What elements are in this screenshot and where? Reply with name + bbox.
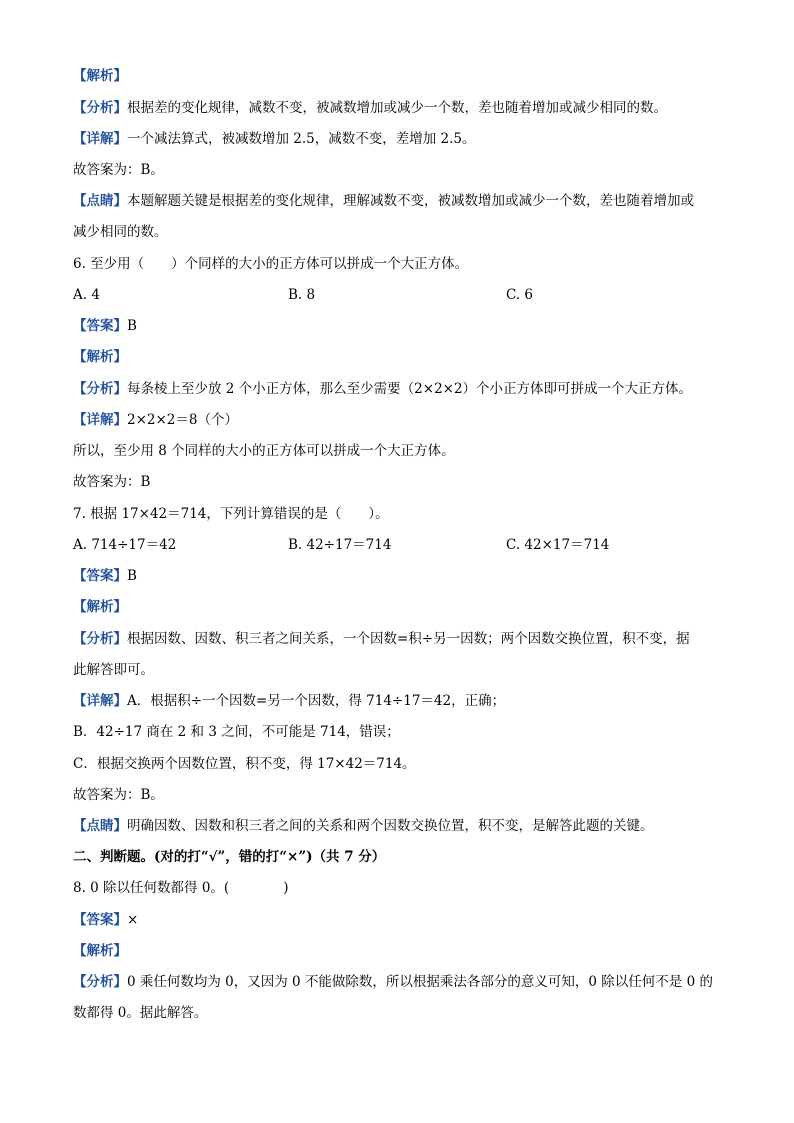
xiangjie-tag: 【详解】 [73, 131, 127, 147]
q7-fenxi-line-2: 此解答即可。 [73, 662, 154, 678]
q5-dianjing-line-2: 减少相同的数。 [73, 224, 168, 240]
analysis-tag: 【解析】 [73, 943, 127, 959]
q7-dianjing-line [73, 816, 654, 836]
q7-xiangjie-line [73, 691, 505, 711]
q7-option-c: C. 42×17＝714 [506, 537, 610, 553]
q6-analysis-heading [73, 347, 127, 367]
q6-option-a: A. 4 [73, 287, 100, 303]
q6-xiangjie-text: 2×2×2＝8（个） [127, 412, 238, 428]
analysis-tag: 【解析】 [73, 599, 127, 615]
q6-answer [73, 316, 137, 336]
q8-fenxi-line-2: 数都得 0。据此解答。 [73, 1005, 208, 1021]
answer-tag: 【答案】 [73, 318, 127, 334]
q7-answer-line: 故答案为：B。 [73, 787, 164, 803]
q6-fenxi-line [73, 379, 692, 399]
q7-fenxi-text: 根据因数、因数、积三者之间关系，一个因数=积÷另一因数；两个因数交换位置，积不变，据 [127, 631, 690, 647]
section-heading: 二、判断题。(对的打“√”，错的打“×”)（共 7 分） [73, 849, 386, 865]
q7-fenxi-line [73, 629, 690, 649]
q6-answer-value: B [127, 318, 137, 334]
q5-answer-line: 故答案为：B。 [73, 162, 164, 178]
q6-option-c: C. 6 [506, 287, 534, 303]
q5-dianjing-text: 本题解题关键是根据差的变化规律，理解减数不变，被减数增加或减少一个数，差也随着增加或 [127, 193, 694, 209]
answer-tag: 【答案】 [73, 912, 127, 928]
q7-line-b: B．42÷17 商在 2 和 3 之间，不可能是 714，错误； [73, 724, 400, 740]
q8-fenxi-line [73, 972, 713, 992]
dianjing-tag: 【点睛】 [73, 818, 127, 834]
q6-stem: 6. 至少用（ ）个同样的大小的正方体可以拼成一个大正方体。 [73, 256, 469, 272]
q7-xiangjie-text: A．根据积÷一个因数=另一个因数，得 714÷17＝42，正确； [127, 693, 506, 709]
q5-dianjing-line [73, 191, 694, 211]
q8-answer [73, 910, 138, 930]
q5-xiangjie-text: 一个减法算式，被减数增加 2.5，减数不变，差增加 2.5。 [127, 131, 476, 147]
fenxi-tag: 【分析】 [73, 381, 127, 397]
q7-answer [73, 566, 137, 586]
xiangjie-tag: 【详解】 [73, 412, 127, 428]
q8-answer-value: × [127, 912, 139, 928]
q6-fenxi-text: 每条棱上至少放 2 个小正方体，那么至少需要（2×2×2）个小正方体即可拼成一个大正方体。 [127, 381, 693, 397]
q6-option-b: B. 8 [288, 287, 316, 303]
xiangjie-tag: 【详解】 [73, 693, 127, 709]
q6-xiangjie-line [73, 410, 238, 430]
analysis-tag: 【解析】 [73, 68, 127, 84]
fenxi-tag: 【分析】 [73, 100, 127, 116]
q6-answer-line: 故答案为：B [73, 474, 151, 490]
q6-so-line: 所以，至少用 8 个同样的大小的正方体可以拼成一个大正方体。 [73, 443, 455, 459]
q7-option-b: B. 42÷17＝714 [288, 537, 392, 553]
analysis-tag: 【解析】 [73, 349, 127, 365]
q5-fenxi-line [73, 98, 667, 118]
dianjing-tag: 【点睛】 [73, 193, 127, 209]
q5-xiangjie-line [73, 129, 476, 149]
q7-option-a: A. 714÷17＝42 [73, 537, 177, 553]
q7-analysis-heading [73, 597, 127, 617]
fenxi-tag: 【分析】 [73, 631, 127, 647]
q7-answer-value: B [127, 568, 137, 584]
answer-tag: 【答案】 [73, 568, 127, 584]
analysis-heading [73, 66, 127, 86]
q5-fenxi-text: 根据差的变化规律，减数不变，被减数增加或减少一个数，差也随着增加或减少相同的数。 [127, 100, 667, 116]
q7-stem: 7. 根据 17×42＝714，下列计算错误的是（ ）。 [73, 506, 389, 522]
q8-analysis-heading [73, 941, 127, 961]
fenxi-tag: 【分析】 [73, 974, 127, 990]
q7-line-c: C．根据交换两个因数位置，积不变，得 17×42＝714。 [73, 756, 416, 772]
q8-fenxi-text: 0 乘任何数均为 0，又因为 0 不能做除数，所以根据乘法各部分的意义可知，0 除以任何不是 0 的 [127, 974, 713, 990]
q8-stem: 8. 0 除以任何数都得 0。( ) [73, 880, 289, 896]
q7-dianjing-text: 明确因数、因数和积三者之间的关系和两个因数交换位置，积不变，是解答此题的关键。 [127, 818, 654, 834]
